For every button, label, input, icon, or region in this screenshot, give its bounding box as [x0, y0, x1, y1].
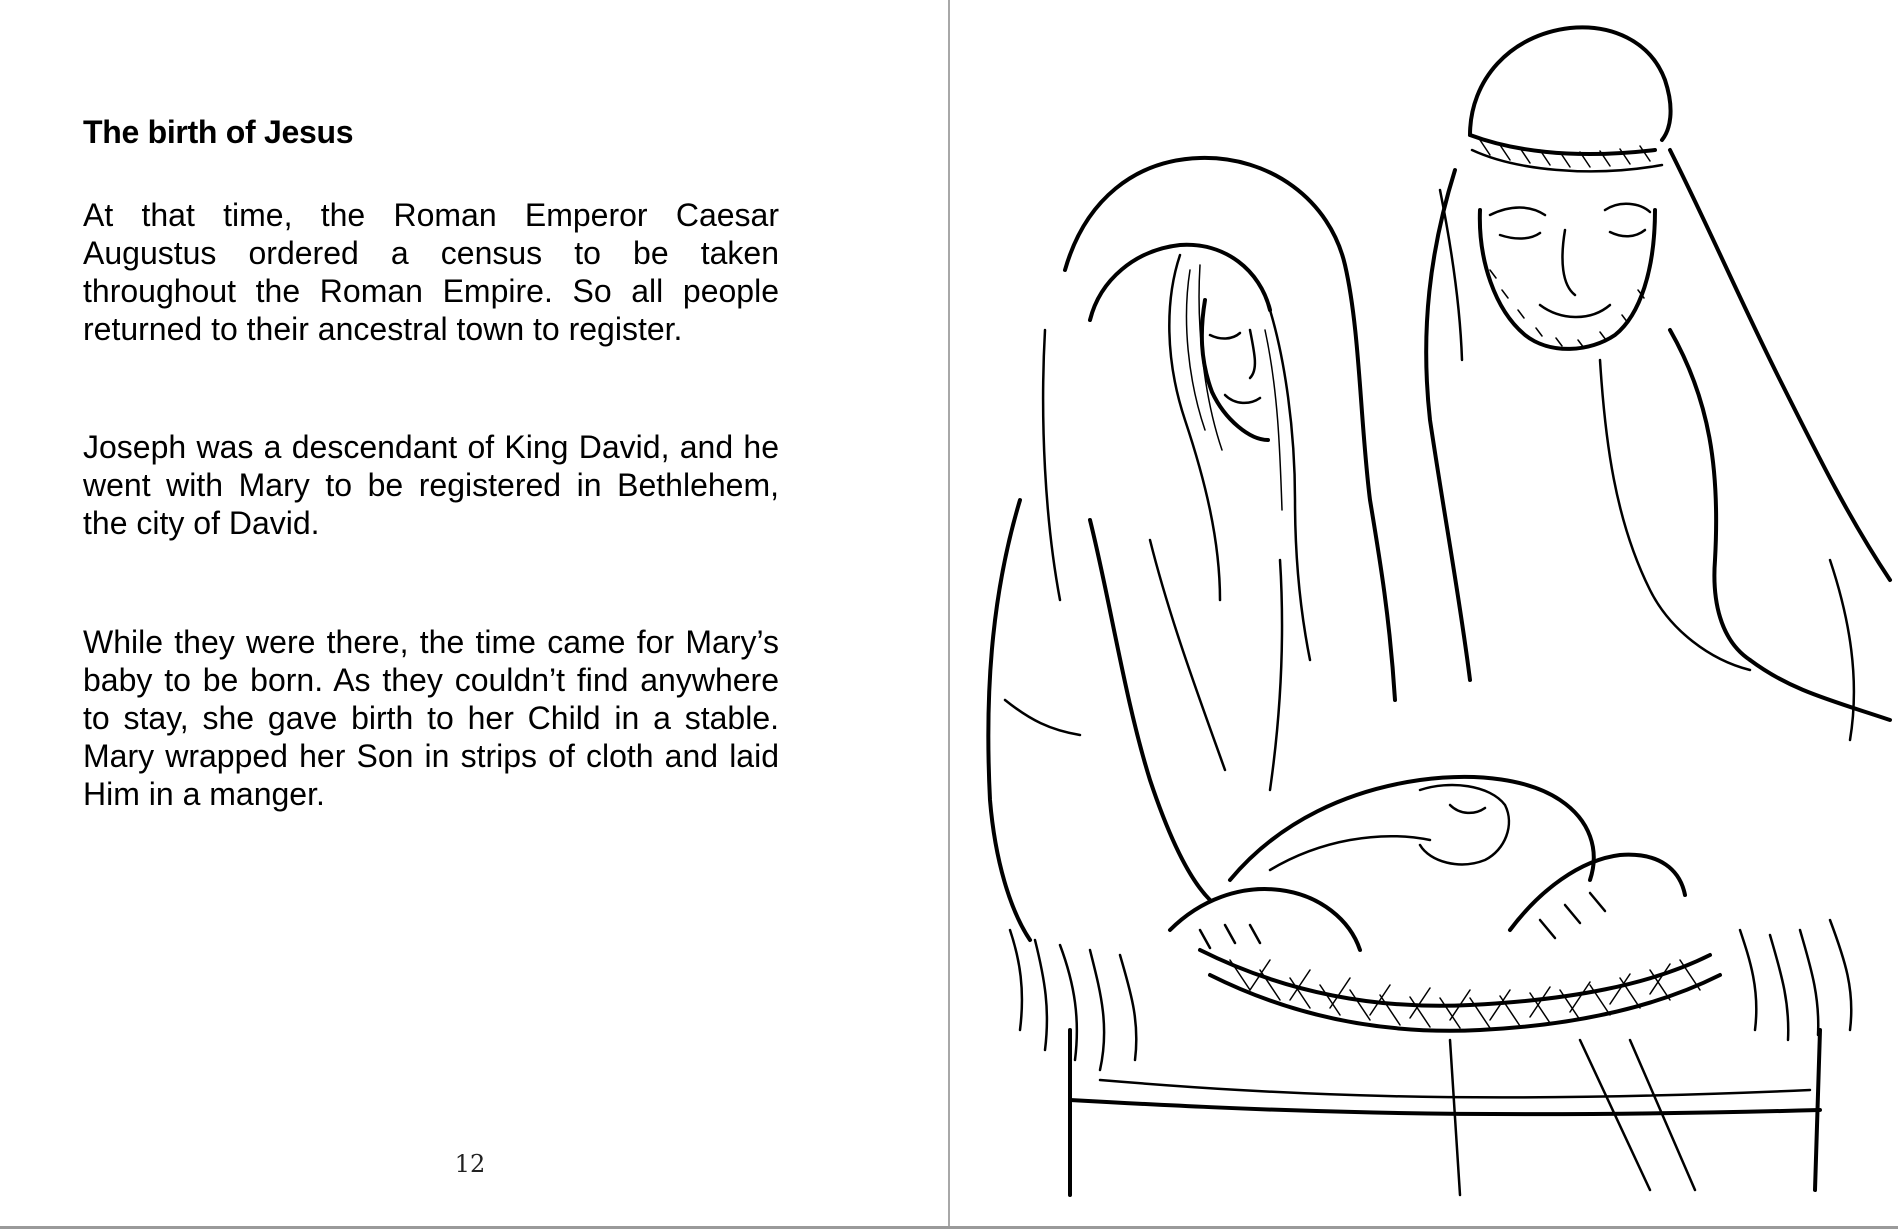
nativity-illustration — [950, 0, 1898, 1228]
page-bottom-edge — [0, 1226, 1898, 1229]
right-page — [950, 0, 1898, 1228]
paragraph-census: At that time, the Roman Emperor Caesar Augustus ordered a census to be taken throughout the Roman Empire. So all people returned to their ancestral town to register. — [83, 197, 779, 347]
baby-in-manger — [1010, 777, 1851, 1195]
paragraph-joseph: Joseph was a descendant of King David, and he went with Mary to be registered in Bethlehem, the city of David. — [83, 429, 779, 541]
mary-figure — [988, 158, 1395, 940]
paragraph-birth: While they were there, the time came for Mary’s baby to be born. As they couldn’t find anywhere to stay, she gave birth to her Child in a stable. Mary wrapped her Son in strips of cloth and laid Him in a manger. — [83, 624, 779, 812]
page-title: The birth of Jesus — [83, 114, 354, 150]
left-page — [0, 0, 948, 1228]
page-number: 12 — [454, 1150, 486, 1178]
joseph-figure — [1426, 27, 1890, 740]
nativity-drawing — [950, 0, 1898, 1228]
